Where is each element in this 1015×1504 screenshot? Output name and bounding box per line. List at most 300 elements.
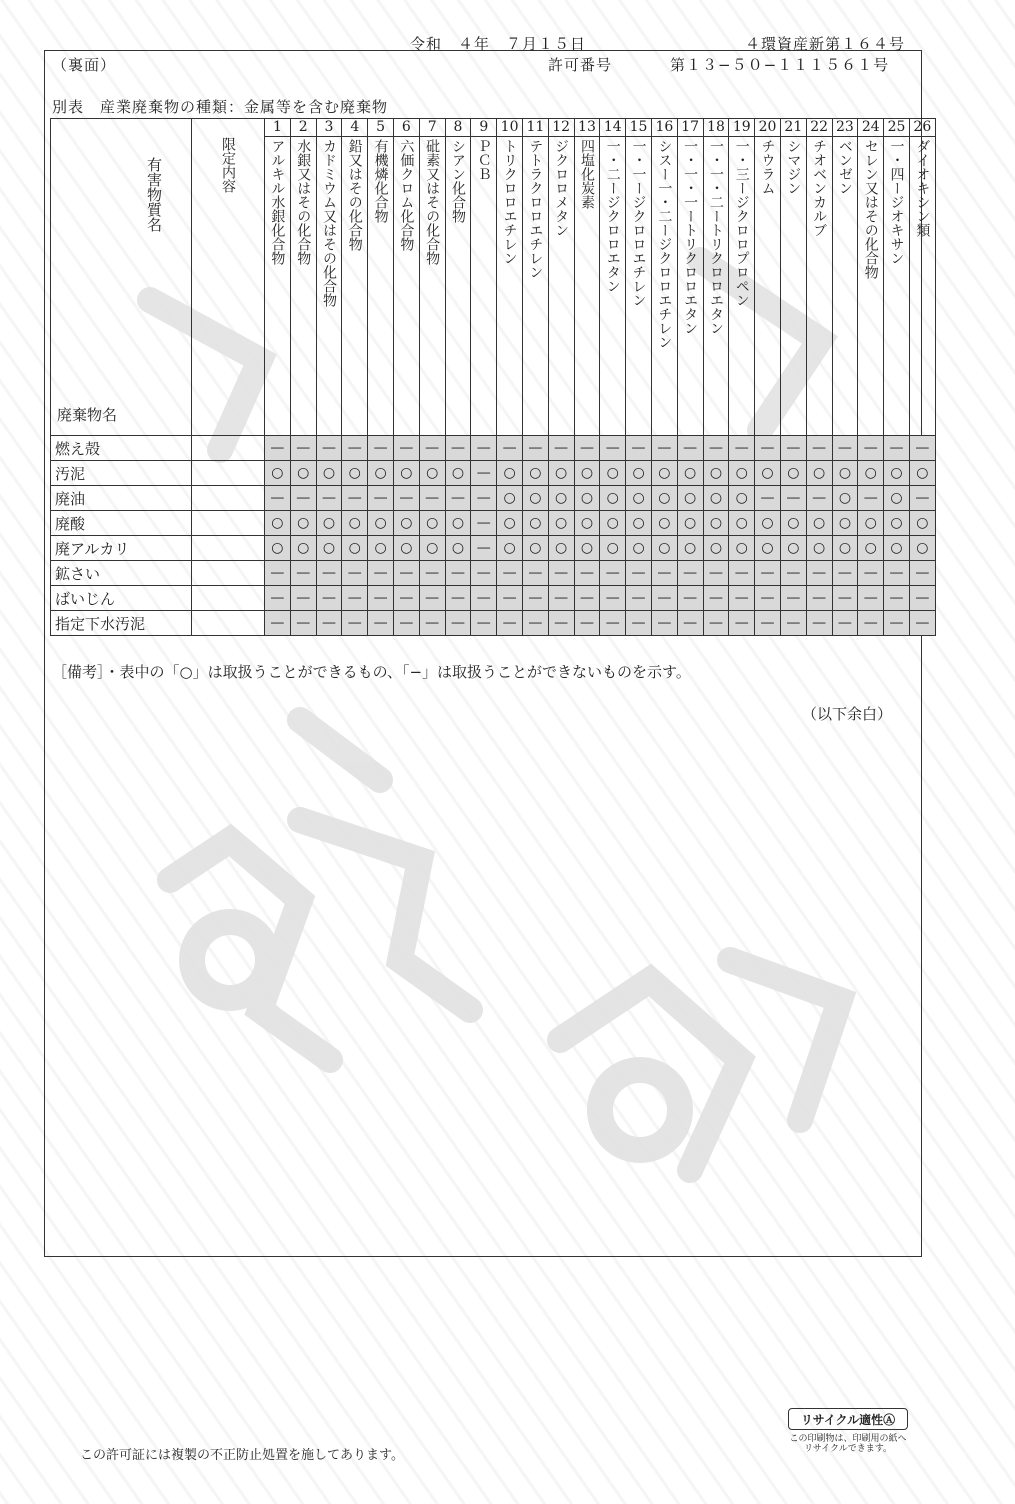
limit-cell xyxy=(192,486,265,511)
allowed-mark: ○ xyxy=(497,536,523,561)
not-allowed-mark: — xyxy=(548,611,574,636)
not-allowed-mark: — xyxy=(780,486,806,511)
not-allowed-mark: — xyxy=(755,586,781,611)
allowed-mark: ○ xyxy=(368,511,394,536)
not-allowed-mark: — xyxy=(755,611,781,636)
allowed-mark: ○ xyxy=(522,536,548,561)
allowed-mark: ○ xyxy=(909,536,935,561)
substance-name: トリクロロエチレン xyxy=(501,139,518,266)
substance-name: ＰＣＢ xyxy=(475,139,492,182)
substance-name-cell xyxy=(755,137,781,436)
column-number: 14 xyxy=(600,119,626,137)
allowed-mark: ○ xyxy=(368,461,394,486)
not-allowed-mark: — xyxy=(909,561,935,586)
not-allowed-mark: — xyxy=(729,436,755,461)
allowed-mark: ○ xyxy=(368,536,394,561)
waste-row xyxy=(51,586,936,611)
limit-cell xyxy=(192,461,265,486)
not-allowed-mark: — xyxy=(342,586,368,611)
allowed-mark: ○ xyxy=(600,461,626,486)
allowed-mark: ○ xyxy=(548,536,574,561)
recycle-note xyxy=(784,1434,912,1454)
not-allowed-mark: — xyxy=(780,561,806,586)
not-allowed-mark: — xyxy=(342,611,368,636)
not-allowed-mark: — xyxy=(497,436,523,461)
substance-name-cell xyxy=(884,137,910,436)
not-allowed-mark: — xyxy=(832,586,858,611)
substance-name: シマジン xyxy=(785,139,802,196)
allowed-mark: ○ xyxy=(884,536,910,561)
allowed-mark: ○ xyxy=(548,461,574,486)
allowed-mark: ○ xyxy=(548,486,574,511)
not-allowed-mark: — xyxy=(316,586,342,611)
substance-name: アルキル水銀化合物 xyxy=(269,139,286,266)
not-allowed-mark: — xyxy=(471,461,497,486)
substance-name: カドミウム又はその化合物 xyxy=(320,139,337,308)
allowed-mark: ○ xyxy=(626,486,652,511)
not-allowed-mark: — xyxy=(445,561,471,586)
not-allowed-mark: — xyxy=(832,561,858,586)
not-allowed-mark: — xyxy=(471,611,497,636)
substance-name-cell xyxy=(368,137,394,436)
permit-label: 許可番号 xyxy=(548,56,613,74)
column-number: 18 xyxy=(703,119,729,137)
substance-name-cell xyxy=(522,137,548,436)
allowed-mark: ○ xyxy=(755,461,781,486)
allowed-mark: ○ xyxy=(832,511,858,536)
column-number: 4 xyxy=(342,119,368,137)
not-allowed-mark: — xyxy=(290,611,316,636)
substance-name: 砒素又はその化合物 xyxy=(424,139,441,266)
not-allowed-mark: — xyxy=(729,611,755,636)
allowed-mark: ○ xyxy=(393,461,419,486)
allowed-mark: ○ xyxy=(806,536,832,561)
substance-name: シスー一・二ージクロロエチレン xyxy=(656,139,673,350)
not-allowed-mark: — xyxy=(909,586,935,611)
allowed-mark: ○ xyxy=(316,461,342,486)
allowed-mark: ○ xyxy=(290,511,316,536)
column-number: 24 xyxy=(858,119,884,137)
column-number: 23 xyxy=(832,119,858,137)
allowed-mark: ○ xyxy=(677,461,703,486)
issue-date: 令和 ４年 ７月１５日 xyxy=(410,35,587,53)
not-allowed-mark: — xyxy=(677,611,703,636)
column-number: 10 xyxy=(497,119,523,137)
allowed-mark: ○ xyxy=(651,486,677,511)
not-allowed-mark: — xyxy=(600,586,626,611)
not-allowed-mark: — xyxy=(832,611,858,636)
not-allowed-mark: — xyxy=(265,561,291,586)
allowed-mark: ○ xyxy=(445,461,471,486)
not-allowed-mark: — xyxy=(600,436,626,461)
limit-cell xyxy=(192,536,265,561)
not-allowed-mark: — xyxy=(497,611,523,636)
column-number: 21 xyxy=(780,119,806,137)
not-allowed-mark: — xyxy=(419,486,445,511)
not-allowed-mark: — xyxy=(806,486,832,511)
allowed-mark: ○ xyxy=(265,461,291,486)
allowed-mark: ○ xyxy=(419,536,445,561)
waste-name: 指定下水汚泥 xyxy=(51,611,192,636)
not-allowed-mark: — xyxy=(806,586,832,611)
limit-cell xyxy=(192,511,265,536)
allowed-mark: ○ xyxy=(703,461,729,486)
not-allowed-mark: — xyxy=(445,486,471,511)
not-allowed-mark: — xyxy=(677,561,703,586)
allowed-mark: ○ xyxy=(677,486,703,511)
allowed-mark: ○ xyxy=(290,461,316,486)
not-allowed-mark: — xyxy=(522,561,548,586)
waste-name: 廃アルカリ xyxy=(51,536,192,561)
remainder-blank: （以下余白） xyxy=(802,705,893,723)
not-allowed-mark: — xyxy=(651,586,677,611)
substance-name: 水銀又はその化合物 xyxy=(295,139,312,266)
substance-label: 有害物質名 xyxy=(145,157,163,232)
allowed-mark: ○ xyxy=(626,461,652,486)
waste-row xyxy=(51,461,936,486)
not-allowed-mark: — xyxy=(419,611,445,636)
waste-row xyxy=(51,511,936,536)
allowed-mark: ○ xyxy=(265,511,291,536)
not-allowed-mark: — xyxy=(884,436,910,461)
allowed-mark: ○ xyxy=(419,511,445,536)
not-allowed-mark: — xyxy=(651,611,677,636)
not-allowed-mark: — xyxy=(471,436,497,461)
column-number: 3 xyxy=(316,119,342,137)
allowed-mark: ○ xyxy=(574,461,600,486)
substance-name: 四塩化炭素 xyxy=(578,139,595,210)
not-allowed-mark: — xyxy=(780,436,806,461)
not-allowed-mark: — xyxy=(548,586,574,611)
substance-name: ダイオキシン類 xyxy=(914,139,931,238)
not-allowed-mark: — xyxy=(497,561,523,586)
column-number: 13 xyxy=(574,119,600,137)
not-allowed-mark: — xyxy=(574,611,600,636)
allowed-mark: ○ xyxy=(548,511,574,536)
allowed-mark: ○ xyxy=(780,461,806,486)
allowed-mark: ○ xyxy=(316,511,342,536)
substance-name: ベンゼン xyxy=(836,139,853,196)
column-number: 5 xyxy=(368,119,394,137)
not-allowed-mark: — xyxy=(755,561,781,586)
column-number: 1 xyxy=(265,119,291,137)
waste-row xyxy=(51,436,936,461)
not-allowed-mark: — xyxy=(729,586,755,611)
allowed-mark: ○ xyxy=(497,511,523,536)
column-number-row xyxy=(51,119,936,137)
substance-name: 一・四ージオキサン xyxy=(888,139,905,266)
waste-name: 燃え殻 xyxy=(51,436,192,461)
column-number: 2 xyxy=(290,119,316,137)
allowed-mark: ○ xyxy=(832,536,858,561)
substance-name-cell xyxy=(393,137,419,436)
not-allowed-mark: — xyxy=(368,486,394,511)
not-allowed-mark: — xyxy=(806,561,832,586)
allowed-mark: ○ xyxy=(729,486,755,511)
allowed-mark: ○ xyxy=(884,511,910,536)
not-allowed-mark: — xyxy=(290,561,316,586)
substance-name-cell xyxy=(574,137,600,436)
substance-name-cell xyxy=(909,137,935,436)
not-allowed-mark: — xyxy=(419,586,445,611)
substance-name: ジクロロメタン xyxy=(553,139,570,238)
substance-name-cell xyxy=(651,137,677,436)
allowed-mark: ○ xyxy=(600,536,626,561)
not-allowed-mark: — xyxy=(342,486,368,511)
not-allowed-mark: — xyxy=(393,436,419,461)
not-allowed-mark: — xyxy=(703,586,729,611)
substance-name-cell xyxy=(600,137,626,436)
column-number: 8 xyxy=(445,119,471,137)
not-allowed-mark: — xyxy=(522,611,548,636)
allowed-mark: ○ xyxy=(342,461,368,486)
not-allowed-mark: — xyxy=(858,561,884,586)
not-allowed-mark: — xyxy=(755,436,781,461)
allowed-mark: ○ xyxy=(677,511,703,536)
allowed-mark: ○ xyxy=(806,461,832,486)
not-allowed-mark: — xyxy=(626,561,652,586)
allowed-mark: ○ xyxy=(755,536,781,561)
column-number: 7 xyxy=(419,119,445,137)
not-allowed-mark: — xyxy=(445,436,471,461)
substance-name-cell xyxy=(729,137,755,436)
not-allowed-mark: — xyxy=(780,611,806,636)
substance-name: 一・二ージクロロエタン xyxy=(604,139,621,294)
allowed-mark: ○ xyxy=(265,536,291,561)
not-allowed-mark: — xyxy=(368,611,394,636)
side-label: （裏面） xyxy=(52,56,117,74)
not-allowed-mark: — xyxy=(368,586,394,611)
not-allowed-mark: — xyxy=(884,561,910,586)
column-number: 19 xyxy=(729,119,755,137)
not-allowed-mark: — xyxy=(290,486,316,511)
allowed-mark: ○ xyxy=(858,511,884,536)
not-allowed-mark: — xyxy=(265,611,291,636)
recycle-badge: リサイクル適性Ⓐ xyxy=(788,1408,908,1430)
not-allowed-mark: — xyxy=(316,561,342,586)
substance-name-cell xyxy=(342,137,368,436)
substance-name: 六価クロム化合物 xyxy=(398,139,415,252)
substance-name-cell xyxy=(806,137,832,436)
substance-name: 鉛又はその化合物 xyxy=(346,139,363,252)
substance-name-cell xyxy=(419,137,445,436)
not-allowed-mark: — xyxy=(548,436,574,461)
allowed-mark: ○ xyxy=(497,486,523,511)
not-allowed-mark: — xyxy=(574,586,600,611)
not-allowed-mark: — xyxy=(703,561,729,586)
allowed-mark: ○ xyxy=(445,511,471,536)
substance-name-cell xyxy=(265,137,291,436)
not-allowed-mark: — xyxy=(858,436,884,461)
waste-row xyxy=(51,611,936,636)
allowed-mark: ○ xyxy=(342,536,368,561)
not-allowed-mark: — xyxy=(574,561,600,586)
not-allowed-mark: — xyxy=(909,611,935,636)
limit-cell xyxy=(192,611,265,636)
not-allowed-mark: — xyxy=(858,586,884,611)
recycle-note-line-2: リサイクルできます。 xyxy=(803,1444,893,1454)
allowed-mark: ○ xyxy=(677,536,703,561)
waste-name: 廃酸 xyxy=(51,511,192,536)
substance-name-cell xyxy=(471,137,497,436)
allowed-mark: ○ xyxy=(419,461,445,486)
not-allowed-mark: — xyxy=(393,586,419,611)
substance-name-cell xyxy=(497,137,523,436)
limit-cell xyxy=(192,436,265,461)
allowed-mark: ○ xyxy=(729,511,755,536)
waste-name: ばいじん xyxy=(51,586,192,611)
allowed-mark: ○ xyxy=(393,536,419,561)
allowed-mark: ○ xyxy=(522,486,548,511)
not-allowed-mark: — xyxy=(626,436,652,461)
allowed-mark: ○ xyxy=(703,536,729,561)
not-allowed-mark: — xyxy=(574,436,600,461)
allowed-mark: ○ xyxy=(651,536,677,561)
allowed-mark: ○ xyxy=(651,461,677,486)
limit-label: 限定内容 xyxy=(220,137,236,193)
waste-row xyxy=(51,486,936,511)
allowed-mark: ○ xyxy=(626,536,652,561)
substance-name: チウラム xyxy=(759,139,776,196)
waste-row xyxy=(51,536,936,561)
allowed-mark: ○ xyxy=(316,536,342,561)
not-allowed-mark: — xyxy=(677,586,703,611)
column-number: 17 xyxy=(677,119,703,137)
recycle-note-line-1: この印刷物は、印刷用の紙へ xyxy=(789,1434,907,1444)
substance-name: 一・一ージクロロエチレン xyxy=(630,139,647,308)
column-number: 6 xyxy=(393,119,419,137)
allowed-mark: ○ xyxy=(651,511,677,536)
column-number: 22 xyxy=(806,119,832,137)
allowed-mark: ○ xyxy=(703,486,729,511)
column-number: 25 xyxy=(884,119,910,137)
column-number: 11 xyxy=(522,119,548,137)
not-allowed-mark: — xyxy=(290,586,316,611)
column-number: 20 xyxy=(755,119,781,137)
not-allowed-mark: — xyxy=(342,561,368,586)
not-allowed-mark: — xyxy=(909,486,935,511)
allowed-mark: ○ xyxy=(522,461,548,486)
not-allowed-mark: — xyxy=(651,436,677,461)
allowed-mark: ○ xyxy=(342,511,368,536)
substance-name: 一・一・一ートリクロロエタン xyxy=(682,139,699,336)
not-allowed-mark: — xyxy=(806,436,832,461)
allowed-mark: ○ xyxy=(574,511,600,536)
substance-name-cell xyxy=(548,137,574,436)
not-allowed-mark: — xyxy=(445,586,471,611)
allowed-mark: ○ xyxy=(832,486,858,511)
remarks-note: ［備考］・表中の「○」は取扱うことができるもの、「−」は取扱うことができないものを示す。 xyxy=(52,663,691,681)
waste-name: 汚泥 xyxy=(51,461,192,486)
allowed-mark: ○ xyxy=(574,536,600,561)
allowed-mark: ○ xyxy=(884,461,910,486)
not-allowed-mark: — xyxy=(316,436,342,461)
not-allowed-mark: — xyxy=(677,436,703,461)
allowed-mark: ○ xyxy=(832,461,858,486)
substance-name: 一・三ージクロロプロペン xyxy=(733,139,750,308)
waste-name: 廃油 xyxy=(51,486,192,511)
allowed-mark: ○ xyxy=(780,536,806,561)
not-allowed-mark: — xyxy=(471,536,497,561)
not-allowed-mark: — xyxy=(884,611,910,636)
substance-name: テトラクロロエチレン xyxy=(527,139,544,280)
substance-name-cell xyxy=(445,137,471,436)
not-allowed-mark: — xyxy=(909,436,935,461)
not-allowed-mark: — xyxy=(522,586,548,611)
column-number: 9 xyxy=(471,119,497,137)
not-allowed-mark: — xyxy=(806,611,832,636)
not-allowed-mark: — xyxy=(626,611,652,636)
column-number: 15 xyxy=(626,119,652,137)
not-allowed-mark: — xyxy=(393,611,419,636)
limit-cell xyxy=(192,561,265,586)
not-allowed-mark: — xyxy=(832,436,858,461)
allowed-mark: ○ xyxy=(729,536,755,561)
waste-label: 廃棄物名 xyxy=(57,406,118,424)
not-allowed-mark: — xyxy=(471,561,497,586)
not-allowed-mark: — xyxy=(419,436,445,461)
waste-row xyxy=(51,561,936,586)
allowed-mark: ○ xyxy=(393,511,419,536)
not-allowed-mark: — xyxy=(548,561,574,586)
not-allowed-mark: — xyxy=(858,486,884,511)
not-allowed-mark: — xyxy=(703,611,729,636)
limit-cell xyxy=(192,586,265,611)
substance-name-cell xyxy=(780,137,806,436)
not-allowed-mark: — xyxy=(393,486,419,511)
not-allowed-mark: — xyxy=(368,561,394,586)
substance-name-cell xyxy=(316,137,342,436)
allowed-mark: ○ xyxy=(445,536,471,561)
not-allowed-mark: — xyxy=(497,586,523,611)
allowed-mark: ○ xyxy=(780,511,806,536)
limit-header xyxy=(192,119,265,436)
allowed-mark: ○ xyxy=(909,461,935,486)
not-allowed-mark: — xyxy=(780,586,806,611)
not-allowed-mark: — xyxy=(729,561,755,586)
not-allowed-mark: — xyxy=(858,611,884,636)
allowed-mark: ○ xyxy=(858,461,884,486)
waste-name: 鉱さい xyxy=(51,561,192,586)
not-allowed-mark: — xyxy=(265,486,291,511)
not-allowed-mark: — xyxy=(600,561,626,586)
not-allowed-mark: — xyxy=(626,586,652,611)
not-allowed-mark: — xyxy=(884,586,910,611)
substance-name: セレン又はその化合物 xyxy=(862,139,879,280)
allowed-mark: ○ xyxy=(600,486,626,511)
substance-name: チオベンカルブ xyxy=(811,139,828,238)
allowed-mark: ○ xyxy=(626,511,652,536)
not-allowed-mark: — xyxy=(342,436,368,461)
allowed-mark: ○ xyxy=(497,461,523,486)
anti-copy-footer: この許可証には複製の不正防止処置を施してあります。 xyxy=(80,1448,404,1463)
not-allowed-mark: — xyxy=(755,486,781,511)
substance-name-cell xyxy=(832,137,858,436)
not-allowed-mark: — xyxy=(471,511,497,536)
not-allowed-mark: — xyxy=(316,486,342,511)
substance-name: シアン化合物 xyxy=(449,139,466,224)
allowed-mark: ○ xyxy=(729,461,755,486)
table-corner xyxy=(51,119,192,436)
substance-name-cell xyxy=(858,137,884,436)
not-allowed-mark: — xyxy=(419,561,445,586)
substance-name: 有機燐化合物 xyxy=(372,139,389,224)
allowed-mark: ○ xyxy=(884,486,910,511)
not-allowed-mark: — xyxy=(651,561,677,586)
substance-name-cell xyxy=(677,137,703,436)
allowed-mark: ○ xyxy=(806,511,832,536)
allowed-mark: ○ xyxy=(909,511,935,536)
